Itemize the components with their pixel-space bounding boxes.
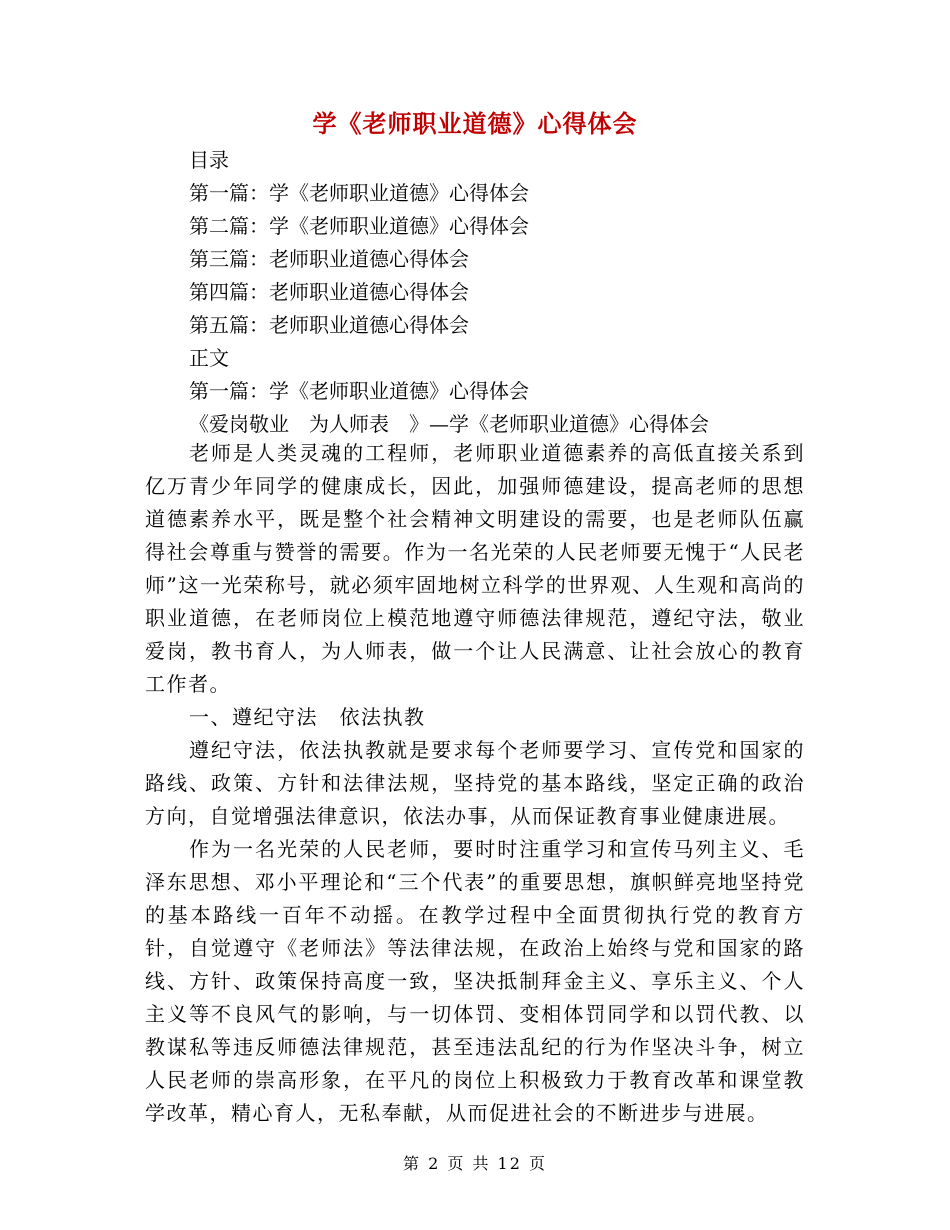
paragraph: 老师是人类灵魂的工程师，老师职业道德素养的高低直接关系到亿万青少年同学的健康成长，因此，加强师德建设，提高老师的思想道德素养水平，既是整个社会精神文明建设的需要，也是老师队伍赢得社会尊重与赞誉的需要。作为一名光荣的人民老师要无愧于“人民老师”这一光荣称号，就必须牢固地树立科学的世界观、人生观和高尚的职业道德，在老师岗位上模范地遵守师德法律规范，遵纪守法，敬业爱岗，教书育人，为人师表，做一个让人民满意、让社会放心的教育工作者。	[145, 441, 805, 696]
toc-item: 第三篇：老师职业道德心得体会	[189, 247, 469, 271]
article-subtitle: 《爱岗敬业 为人师表 》—学《老师职业道德》心得体会	[189, 412, 709, 436]
section-heading: 一、遵纪守法 依法执教	[189, 705, 426, 729]
paragraph: 遵纪守法，依法执教就是要求每个老师要学习、宣传党和国家的路线、政策、方针和法律法规，坚持党的基本路线，坚定正确的政治方向，自觉增强法律意识，依法办事，从而保证教育事业健康进展。	[145, 738, 805, 828]
toc-item: 第一篇：学《老师职业道德》心得体会	[189, 181, 529, 205]
document-title: 学《老师职业道德》心得体会	[312, 109, 638, 138]
page-footer: 第 2 页 共 12 页	[403, 1154, 547, 1173]
toc-heading: 目录	[189, 148, 229, 172]
toc-item: 第二篇：学《老师职业道德》心得体会	[189, 214, 529, 238]
table-of-contents	[145, 144, 805, 441]
toc-item: 第四篇：老师职业道德心得体会	[189, 280, 469, 304]
toc-item: 第五篇：老师职业道德心得体会	[189, 313, 469, 337]
paragraph: 作为一名光荣的人民老师，要时时注重学习和宣传马列主义、毛泽东思想、邓小平理论和“三个代表”的重要思想，旗帜鲜亮地坚持党的基本路线一百年不动摇。在教学过程中全面贯彻执行党的教育方针，自觉遵守《老师法》等法律法规，在政治上始终与党和国家的路线、方针、政策保持高度一致，坚决抵制拜金主义、享乐主义、个人主义等不良风气的影响，与一切体罚、变相体罚同学和以罚代教、以教谋私等违反师德法律规范，甚至违法乱纪的行为作坚决斗争，树立人民老师的崇高形象，在平凡的岗位上积极致力于教育改革和课堂教学改革，精心育人，无私奉献，从而促进社会的不断进步与进展。	[145, 837, 805, 1125]
article-body	[145, 437, 805, 1130]
body-heading: 正文	[189, 346, 229, 370]
article-heading: 第一篇：学《老师职业道德》心得体会	[189, 379, 529, 403]
